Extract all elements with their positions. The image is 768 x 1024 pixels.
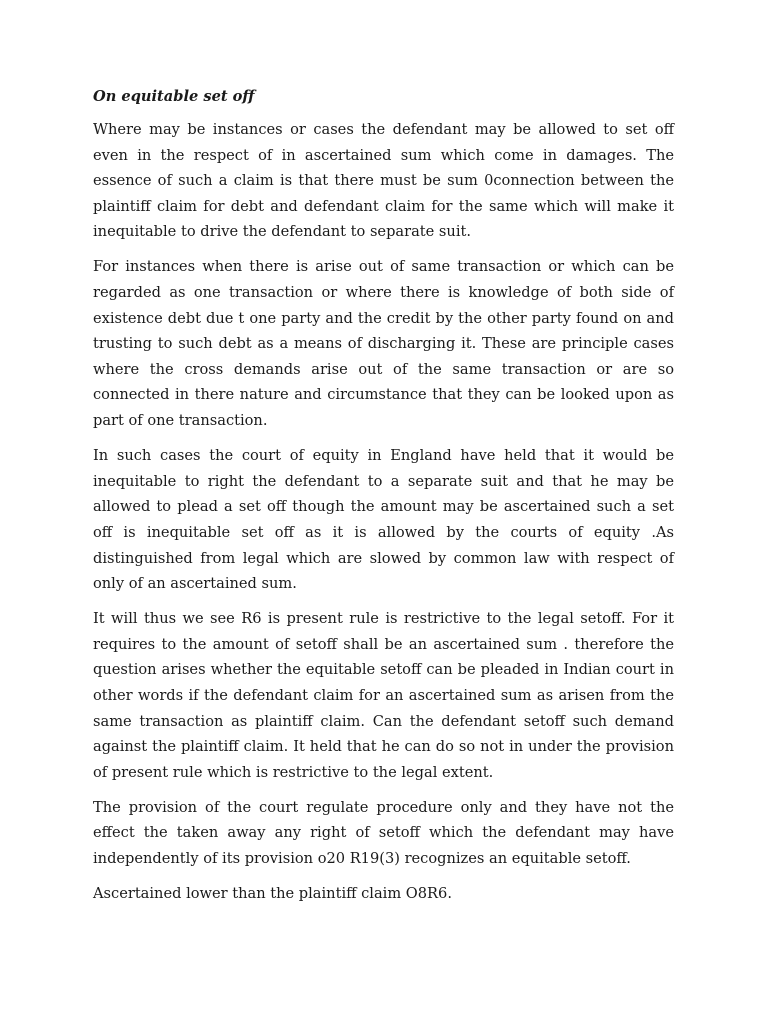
paragraph: Ascertained lower than the plaintiff claim O8R6.: [93, 885, 452, 903]
paragraph: The provision of the court regulate procedure only and they have not the effect the taken away any right of setoff which the defendant may have independently of its provision o20 R19(3) recognizes an equitable setoff.: [93, 798, 674, 868]
paragraph: Where may be instances or cases the defendant may be allowed to set off even in the respect of in ascertained sum which come in damages. The essence of such a claim is that there must be sum 0connection between the plaintiff claim for debt and defendant claim for the same which will make it inequitable to drive the defendant to separate suit.: [93, 121, 674, 241]
paragraph: It will thus we see R6 is present rule is restrictive to the legal setoff. For it requires to the amount of setoff shall be an ascertained sum . therefore the question arises whether the equitable setoff can be pleaded in Indian court in other words if the defendant claim for an ascertained sum as arisen from the same transaction as plaintiff claim. Can the defendant setoff such demand against the plaintiff claim. It held that he can do so not in under the provision of present rule which is restrictive to the legal extent.: [93, 610, 674, 781]
paragraph: For instances when there is arise out of same transaction or which can be regarded as one transaction or where there is knowledge of both side of existence debt due t one party and the credit by the other party found on and trusting to such debt as a means of discharging it. These are principle cases where the cross demands arise out of the same transaction or are so connected in there nature and circumstance that they can be looked upon as part of one transaction.: [93, 258, 674, 430]
document-heading: On equitable set off: [93, 88, 255, 105]
paragraph: In such cases the court of equity in England have held that it would be inequitable to right the defendant to a separate suit and that he may be allowed to plead a set off though the amount may be ascertained such a set off is inequitable set off as it is allowed by the courts of equity .As distinguished from legal which are slowed by common law with respect of only of an ascertained sum.: [93, 447, 674, 593]
document-page: [93, 84, 674, 916]
